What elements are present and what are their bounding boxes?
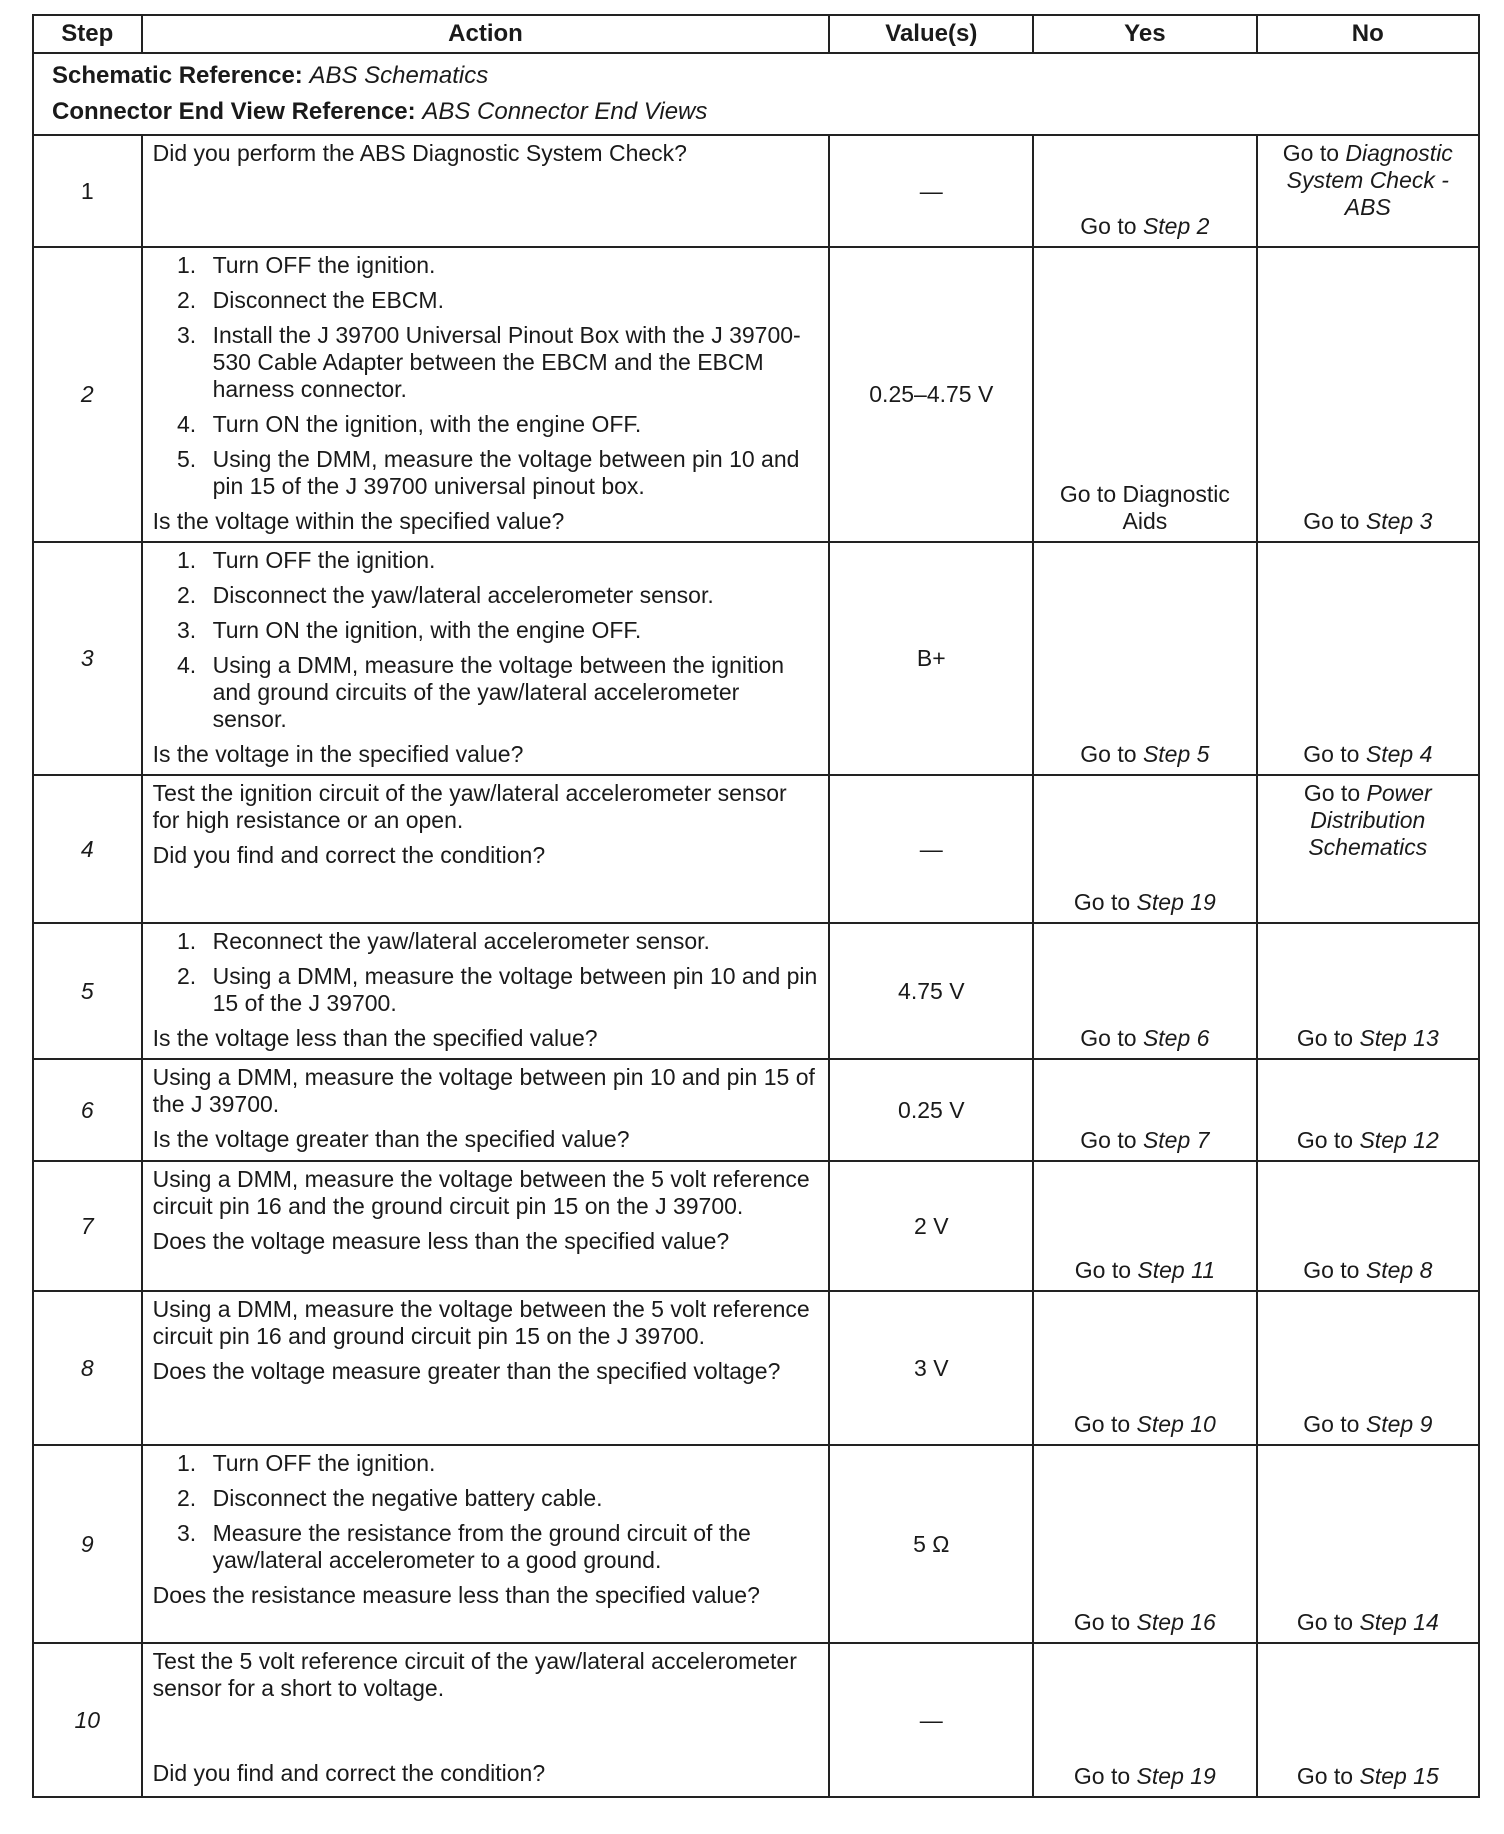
schematic-reference-link[interactable]: ABS Schematics <box>309 62 489 89</box>
value-cell: 5 Ω <box>829 1445 1033 1643</box>
value-cell: 3 V <box>829 1291 1033 1445</box>
value-cell: 4.75 V <box>829 923 1033 1059</box>
action-step: 2. Using a DMM, measure the voltage between pin 10 and pin 15 of the J 39700. <box>203 963 819 1017</box>
value-cell: — <box>829 1643 1033 1797</box>
action-question: Is the voltage in the specified value? <box>152 741 524 767</box>
table-row <box>33 775 1479 923</box>
action-steps <box>153 1450 819 1574</box>
action-step: 1. Turn OFF the ignition. <box>203 547 819 574</box>
action-step: 1. Turn OFF the ignition. <box>203 1450 819 1477</box>
no-cell[interactable]: Go to Step 4 <box>1257 542 1479 775</box>
table-row <box>33 135 1479 247</box>
step-number: 6 <box>33 1059 142 1161</box>
action-cell <box>142 542 830 775</box>
table-row <box>33 1059 1479 1161</box>
step-number: 7 <box>33 1161 142 1291</box>
action-step: 2. Disconnect the yaw/lateral accelerometer sensor. <box>203 582 819 609</box>
table-row <box>33 1445 1479 1643</box>
action-question: Is the voltage greater than the specified value? <box>152 1126 630 1152</box>
no-cell[interactable]: Go to Step 8 <box>1257 1161 1479 1291</box>
step-number: 10 <box>33 1643 142 1797</box>
action-step: 1. Reconnect the yaw/lateral accelerometer sensor. <box>203 928 819 955</box>
schematic-reference-label: Schematic Reference: <box>52 62 303 89</box>
action-step: 3. Measure the resistance from the ground circuit of the yaw/lateral accelerometer to a good ground. <box>203 1520 819 1574</box>
action-step: 1. Turn OFF the ignition. <box>203 252 819 279</box>
header-no: No <box>1257 15 1479 53</box>
yes-cell[interactable]: Go to Step 7 <box>1033 1059 1256 1161</box>
reference-cell <box>33 53 1479 135</box>
header-step: Step <box>33 15 142 53</box>
action-steps <box>153 928 819 1017</box>
action-steps <box>153 547 819 733</box>
no-cell[interactable]: Go to Power Distribution Schematics <box>1257 775 1479 923</box>
table-row <box>33 923 1479 1059</box>
table-row <box>33 542 1479 775</box>
header-action: Action <box>142 15 830 53</box>
yes-cell[interactable]: Go to Step 19 <box>1033 1643 1256 1797</box>
action-text: Using a DMM, measure the voltage between the 5 volt reference circuit pin 16 and the ground circuit pin 15 on the J 39700. <box>152 1166 810 1219</box>
diagnostic-table <box>32 14 1480 1798</box>
action-text: Test the ignition circuit of the yaw/lateral accelerometer sensor for high resistance or an open. <box>152 780 787 833</box>
value-cell: 0.25 V <box>829 1059 1033 1161</box>
action-cell <box>142 1291 830 1445</box>
schematic-reference <box>52 58 1468 94</box>
no-cell[interactable]: Go to Step 12 <box>1257 1059 1479 1161</box>
action-cell <box>142 1643 830 1797</box>
action-cell <box>142 923 830 1059</box>
action-question: Did you perform the ABS Diagnostic System Check? <box>152 140 687 166</box>
table-row <box>33 247 1479 542</box>
yes-cell[interactable]: Go to Step 10 <box>1033 1291 1256 1445</box>
value-cell: — <box>829 135 1033 247</box>
action-text: Using a DMM, measure the voltage between pin 10 and pin 15 of the J 39700. <box>152 1064 815 1117</box>
value-cell: — <box>829 775 1033 923</box>
action-step: 3. Turn ON the ignition, with the engine OFF. <box>203 617 819 644</box>
step-number: 9 <box>33 1445 142 1643</box>
action-cell <box>142 775 830 923</box>
action-cell <box>142 135 830 247</box>
yes-cell[interactable]: Go to Diagnostic Aids <box>1033 247 1256 542</box>
action-question: Is the voltage less than the specified value? <box>152 1025 598 1051</box>
action-step: 3. Install the J 39700 Universal Pinout Box with the J 39700-530 Cable Adapter between the EBCM and the EBCM harness connector. <box>203 322 819 403</box>
yes-cell[interactable]: Go to Step 2 <box>1033 135 1256 247</box>
value-cell: B+ <box>829 542 1033 775</box>
action-text: Using a DMM, measure the voltage between the 5 volt reference circuit pin 16 and ground circuit pin 15 on the J 39700. <box>152 1296 810 1349</box>
no-cell[interactable]: Go to Step 15 <box>1257 1643 1479 1797</box>
step-number: 8 <box>33 1291 142 1445</box>
action-step: 2. Disconnect the EBCM. <box>203 287 819 314</box>
connector-reference-label: Connector End View Reference: <box>52 98 416 125</box>
value-cell: 2 V <box>829 1161 1033 1291</box>
header-values: Value(s) <box>829 15 1033 53</box>
step-number: 5 <box>33 923 142 1059</box>
table-row <box>33 1161 1479 1291</box>
action-question: Does the resistance measure less than the specified value? <box>152 1582 760 1608</box>
action-question: Did you find and correct the condition? <box>152 1760 546 1786</box>
action-cell <box>142 1161 830 1291</box>
action-steps <box>153 252 819 500</box>
diagnostic-table-container <box>32 14 1480 1798</box>
action-question: Does the voltage measure less than the specified value? <box>152 1228 730 1254</box>
action-text: Test the 5 volt reference circuit of the yaw/lateral accelerometer sensor for a short to voltage. <box>152 1648 797 1701</box>
no-cell[interactable]: Go to Step 3 <box>1257 247 1479 542</box>
yes-cell[interactable]: Go to Step 5 <box>1033 542 1256 775</box>
action-question: Does the voltage measure greater than the specified voltage? <box>152 1358 781 1384</box>
yes-cell[interactable]: Go to Step 11 <box>1033 1161 1256 1291</box>
table-row <box>33 1643 1479 1797</box>
action-question: Did you find and correct the condition? <box>152 842 546 868</box>
step-number: 2 <box>33 247 142 542</box>
action-cell <box>142 1059 830 1161</box>
action-step: 5. Using the DMM, measure the voltage between pin 10 and pin 15 of the J 39700 universal pinout box. <box>203 446 819 500</box>
step-number: 4 <box>33 775 142 923</box>
connector-reference <box>52 94 1468 130</box>
header-row <box>33 15 1479 53</box>
yes-cell[interactable]: Go to Step 16 <box>1033 1445 1256 1643</box>
no-cell[interactable]: Go to Step 13 <box>1257 923 1479 1059</box>
step-number: 1 <box>33 135 142 247</box>
reference-row <box>33 53 1479 135</box>
action-cell <box>142 1445 830 1643</box>
yes-cell[interactable]: Go to Step 19 <box>1033 775 1256 923</box>
action-step: 4. Turn ON the ignition, with the engine OFF. <box>203 411 819 438</box>
value-cell: 0.25–4.75 V <box>829 247 1033 542</box>
table-row <box>33 1291 1479 1445</box>
no-cell[interactable]: Go to Step 14 <box>1257 1445 1479 1643</box>
no-cell[interactable]: Go to Diagnostic System Check - ABS <box>1257 135 1479 247</box>
action-step: 4. Using a DMM, measure the voltage between the ignition and ground circuits of the yaw/lateral accelerometer sensor. <box>203 652 819 733</box>
action-question: Is the voltage within the specified value? <box>152 508 565 534</box>
header-yes: Yes <box>1033 15 1256 53</box>
step-number: 3 <box>33 542 142 775</box>
no-cell[interactable]: Go to Step 9 <box>1257 1291 1479 1445</box>
action-cell <box>142 247 830 542</box>
yes-cell[interactable]: Go to Step 6 <box>1033 923 1256 1059</box>
action-step: 2. Disconnect the negative battery cable. <box>203 1485 819 1512</box>
connector-reference-link[interactable]: ABS Connector End Views <box>422 98 708 125</box>
